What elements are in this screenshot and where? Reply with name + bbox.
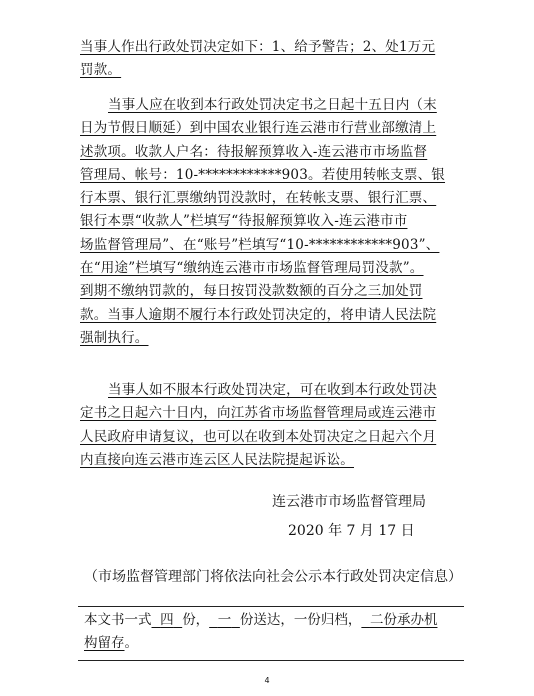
page-number: 4 — [264, 676, 270, 685]
publicity-notice: （市场监督管理部门将依法向社会公示本行政处罚决定信息） — [84, 569, 462, 585]
text-line: 当事人作出行政处罚决定如下：1、给予警告；2、处1万元 — [80, 39, 436, 55]
text-line: 在“用途”栏填写“缴纳连云港市市场监督管理局罚没款”。 — [80, 260, 424, 277]
text-line: 当事人应在收到本行政处罚决定书之日起十五日内（末 — [108, 97, 437, 113]
text-line: 管理局、帐号：10-************903。若使用转帐支票、银 — [80, 166, 446, 183]
copies-unit: 份， — [182, 612, 210, 628]
text-line: 强制执行。 — [80, 329, 149, 346]
issue-date: 2020 年 7 月 17 日 — [288, 523, 415, 539]
text-line: 场监督管理局”、在“账号”栏填写“10-************903”、 — [80, 236, 440, 253]
copies-end: 。 — [124, 635, 138, 651]
text-line: 内直接向连云港市连云区人民法院提起诉讼。 — [80, 451, 354, 468]
penalty-decision-paragraph — [80, 36, 470, 83]
text-line: 到期不缴纳罚款的，每日按罚没款数额的百分之三加处罚 — [80, 283, 423, 300]
text-line: 行本票、银行汇票缴纳罚没款时，在转帐支票、银行汇票、 — [80, 190, 437, 207]
footer-top-rule — [78, 606, 464, 607]
copies-office: 二份承办机 — [369, 612, 438, 628]
copies-note-line-1 — [84, 609, 464, 632]
copies-total: 四 — [160, 612, 174, 628]
footer-bottom-rule — [78, 660, 464, 661]
text-line: 述款项。收款人户名：待报解预算收入-连云港市市场监督 — [80, 143, 428, 160]
text-line: 当事人如不服本行政处罚决定，可在收到本行政处罚决 — [108, 382, 437, 398]
text-line: 罚款。 — [80, 62, 122, 79]
payment-instructions-paragraph — [80, 94, 470, 350]
copies-note — [84, 609, 464, 655]
text-line: 款。当事人逾期不履行本行政处罚决定的，将申请人民法院 — [80, 306, 437, 323]
text-line: 日为节假日顺延）到中国农业银行连云港市行营业部缴清上 — [80, 120, 437, 137]
copies-note-line-2 — [84, 632, 464, 655]
issuing-organization: 连云港市市场监督管理局 — [272, 494, 426, 510]
text-line: 定书之日起六十日内，向江苏省市场监督管理局或连云港市 — [80, 405, 437, 422]
copies-served: 一 — [217, 612, 232, 628]
copies-office-cont: 构留存 — [84, 635, 125, 651]
text-line: 银行本票“收款人”栏填写“待报解预算收入-连云港市市 — [80, 213, 408, 230]
copies-prefix: 本文书一式 — [84, 612, 152, 628]
copies-served-text: 份送达，一份归档， — [239, 612, 362, 628]
appeal-rights-paragraph — [80, 379, 470, 472]
text-line: 人民政府申请复议，也可以在收到本处罚决定之日起六个月 — [80, 428, 437, 445]
